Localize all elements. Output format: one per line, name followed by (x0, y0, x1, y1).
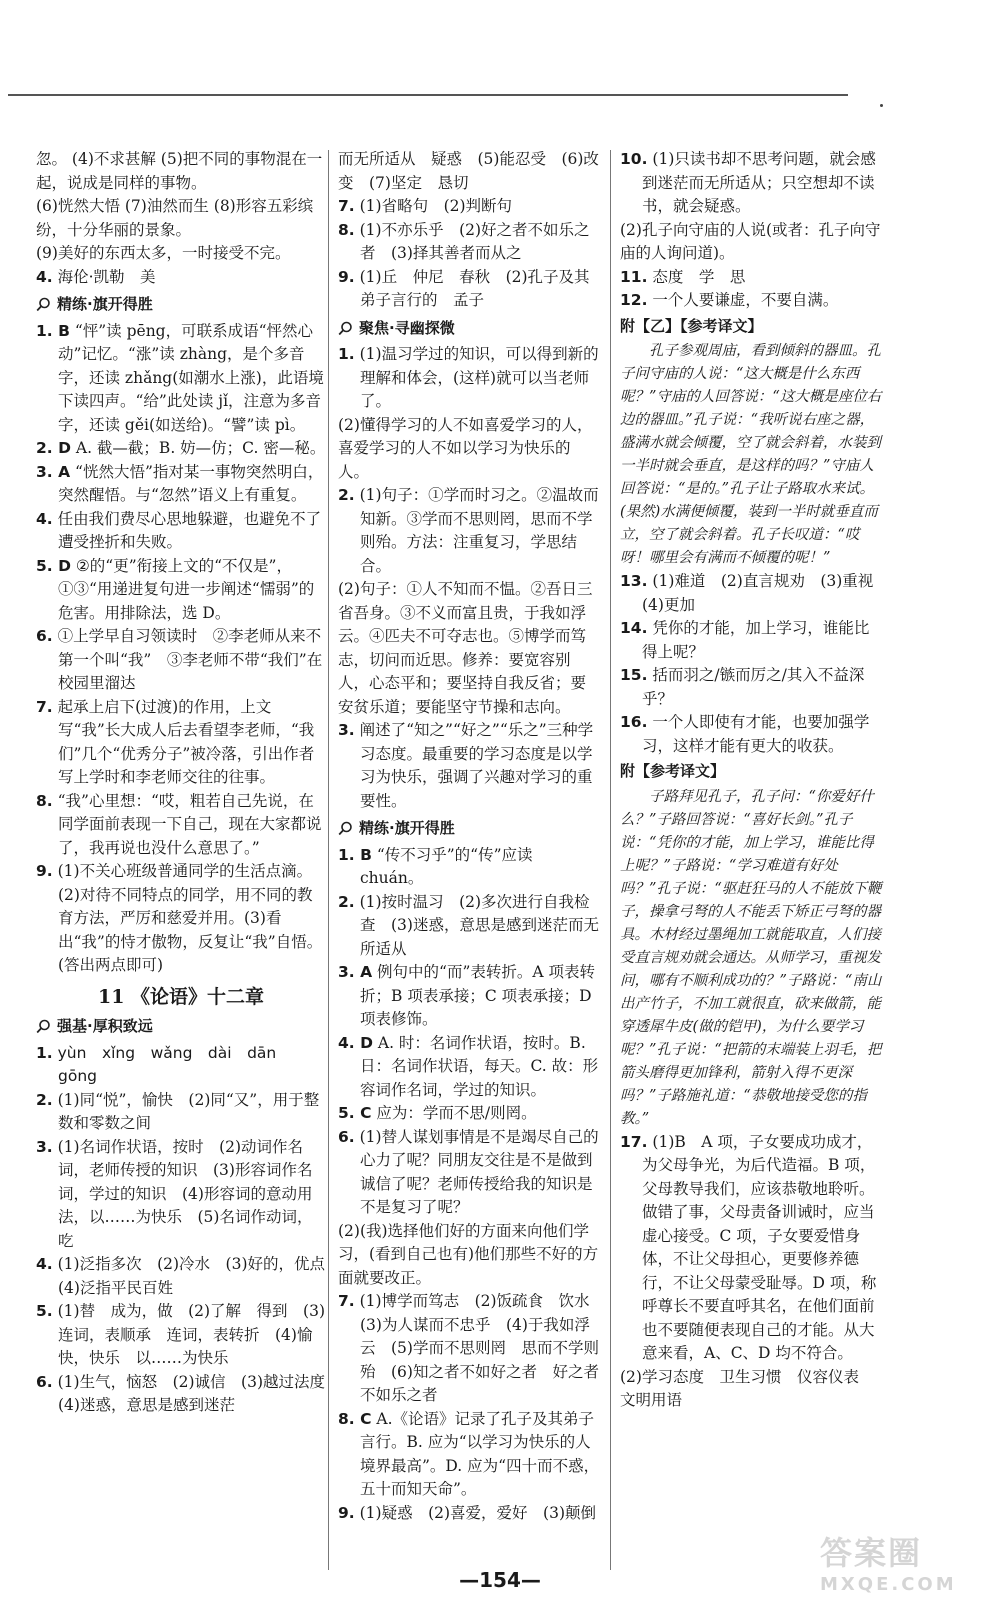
magnifier-icon (36, 1019, 51, 1034)
answer-text: (1)温习学过的知识，可以得到新的理解和体会，(这样)就可以当老师了。 (359, 345, 599, 410)
answer-number: 3. (36, 1137, 53, 1156)
answer-text: ②的“更”衔接上文的“不仅是”，①③“用递进复句进一步阐述“懦弱”的危害。用排除法，选 D。 (58, 556, 315, 622)
magnifier-icon (36, 297, 51, 312)
answer-text: 一个人即使有才能，也要加强学习，这样才能有更大的收获。 (642, 713, 870, 755)
answer-item (338, 266, 600, 313)
answer-item (338, 1290, 606, 1408)
reference-translation: 子路拜见孔子，孔子问：“你爱好什么？”子路回答说：“喜好长剑。”孔子说：“凭你的才能，加上学习，谁能比得上呢？”子路说：“学习难道有好处吗？”孔子说：“驱赶狂马的人不能放下鞭子，操拿弓弩的人不能丢下矫正弓弩的器具。木材经过墨绳加工就能取直，人们接受直言规劝就会通达。从师学习，重视发问，哪有不顺利成功的？”子路说：“南山出产竹子，不加工就很直，砍来做箭，能穿透犀牛皮(做的铠甲)，为什么要学习呢？”孔子说：“把箭的末端装上羽毛，把箭头磨得更加锋利，箭射入得不更深吗？”子路施礼道：“恭敬地接受您的指教。” (620, 788, 882, 1127)
answer-number: 5. (36, 1302, 53, 1320)
answer-text: (1)只读书却不思考问题，就会感到迷茫而无所适从；只空想却不读书，就会疑惑。 (642, 150, 876, 215)
appendix-heading: 附【乙】【参考译文】 (620, 316, 763, 335)
answer-item (338, 1502, 600, 1526)
column-divider (610, 150, 611, 1570)
answer-item (620, 617, 882, 664)
section-title: 聚焦·寻幽探微 (359, 318, 455, 337)
answer-text: 凭你的才能，加上学习，谁能比得上呢？ (642, 619, 870, 661)
magnifier-icon (338, 821, 353, 836)
answer-item (620, 711, 882, 758)
answer-item (338, 719, 600, 813)
answer-number: 5. C (338, 1104, 372, 1122)
answer-number: 7. (338, 1292, 355, 1310)
answer-text: (1)替人谋划事情是不是竭尽自己的心力了呢？同朋友交往是不是做到诚信了呢？老师传授给我的知识是不是复习了呢？ (359, 1127, 599, 1216)
answer-number: 3. A (36, 462, 71, 481)
answer-item (338, 1408, 600, 1502)
section-heading (36, 1015, 326, 1039)
answer-item (338, 343, 600, 414)
answer-number: 6. (36, 1372, 53, 1391)
answer-text: 例句中的“而”表转折。A 项表转折；B 项表承接；C 项表承接；D 项表修饰。 (360, 963, 595, 1028)
answer-text: “怦”读 pēng，可联系成语“怦然心动”记忆。“涨”读 zhàng，是个多音字，还读 zhǎng(如潮水上涨)，此语境下读四声。“给”此处读 jǐ，注意为多音字，还读 gěi(如送给)。“譬”读 pì。 (58, 321, 324, 434)
answer-text: 态度 学 思 (652, 267, 746, 286)
column-middle (338, 148, 606, 1525)
section-heading (338, 817, 600, 841)
top-rule (8, 94, 848, 96)
answer-text: 海伦·凯勒 美 (57, 267, 156, 286)
answer-text: 括而羽之/镞而厉之/其入不益深乎？ (642, 666, 865, 708)
answer-text: (1)生气，恼怒 (2)诚信 (3)越过法度 (4)迷惑，意思是感到迷茫 (57, 1372, 341, 1414)
answer-text: “传不习乎”的“传”应读 chuán。 (360, 845, 533, 887)
answer-text: (1)按时温习 (2)多次进行自我检查 (3)迷惑，意思是感到迷茫而无所适从 (359, 892, 599, 958)
answer-item (338, 1032, 600, 1103)
answer-number: 2. D (36, 439, 71, 457)
answer-number: 9. (338, 267, 355, 286)
answer-text: (1)博学而笃志 (2)饭疏食 饮水 (3)为人谋而不忠乎 (4)于我如浮云 (5)学而不思则罔 思而不学则殆 (6)知之者不如好之者 好之者不如乐之者 (359, 1292, 606, 1404)
section-heading (338, 317, 600, 341)
answer-number: 13. (620, 572, 648, 590)
answer-number: 1. B (338, 845, 372, 864)
answer-number: 17. (620, 1132, 648, 1151)
answer-item (620, 289, 882, 313)
page-number: —154— (459, 1568, 541, 1592)
answer-number: 14. (620, 619, 648, 637)
answer-number: 2. (338, 486, 355, 504)
answer-number: 8. C (338, 1409, 372, 1428)
column-left (36, 148, 341, 1418)
answer-number: 9. (338, 1503, 355, 1522)
answer-item (36, 508, 326, 555)
answer-text: A. 时：名词作状语，按时。B. 日：名词作状语，每天。C. 故：形容词作名词，学过的知识。 (360, 1033, 599, 1099)
answer-number: 2. (36, 1090, 53, 1109)
answer-number: 7. (338, 197, 355, 215)
answer-item (36, 1300, 326, 1371)
answer-item (620, 570, 889, 617)
answer-text: 任由我们费尽心思地躲避，也避免不了遭受挫折和失败。 (57, 509, 322, 551)
answer-number: 15. (620, 666, 648, 684)
answer-item (36, 625, 326, 696)
answer-text: 一个人要谦虚，不要自满。 (652, 291, 839, 309)
answer-number: 11. (620, 267, 648, 286)
answer-text: (1)省略句 (2)判断句 (359, 197, 513, 215)
answer-number: 4. (36, 267, 53, 286)
answer-item (338, 219, 600, 266)
column-divider (328, 150, 329, 1570)
answer-item (620, 148, 882, 219)
answer-text: 起承上启下(过渡)的作用，上文写“我”长大成人后去看望李老师，“我们”几个“优秀分子”被冷落，引出作者写上学时和李老师交往的往事。 (57, 697, 315, 786)
answer-continuation: (2)(我)选择他们好的方面来向他们学习，(看到自己也有)他们那些不好的方面就要改正。 (338, 1221, 599, 1287)
answer-item (36, 266, 326, 290)
answer-continuation: 而无所适从 疑惑 (5)能忍受 (6)改变 (7)坚定 恳切 (338, 150, 599, 192)
answer-number: 6. (338, 1127, 355, 1146)
answer-item (338, 1126, 600, 1220)
answer-item (338, 891, 600, 962)
answer-number: 4. (36, 509, 53, 528)
top-dot (880, 104, 883, 107)
answer-item (36, 555, 326, 626)
answer-number: 2. (338, 892, 355, 911)
answer-text: (1)同“悦”，愉快 (2)同“又”，用于整数和零数之间 (57, 1090, 320, 1132)
answer-number: 10. (620, 150, 648, 168)
answer-continuation: (2)懂得学习的人不如喜爱学习的人，喜爱学习的人不如以学习为快乐的人。 (338, 415, 593, 481)
answer-text: yùn xǐng wǎng dài dān gōng (57, 1043, 292, 1085)
answer-text: A. 截—截；B. 妨—仿；C. 密—秘。 (75, 439, 326, 457)
answer-item (36, 437, 326, 461)
answer-continuation: (6)恍然大悟 (7)油然而生 (8)形容五彩缤纷，十分华丽的景象。 (36, 197, 314, 239)
answer-number: 1. B (36, 321, 70, 340)
answer-number: 8. (36, 791, 53, 810)
answer-text: 应为：学而不思/则罔。 (376, 1104, 537, 1122)
answer-number: 3. (338, 721, 355, 739)
answer-number: 1. (36, 1043, 53, 1062)
answer-item (338, 961, 600, 1032)
answer-item (36, 1136, 326, 1254)
answer-item (36, 1253, 341, 1300)
answer-item (36, 790, 326, 861)
answer-continuation: (2)句子：①人不知而不愠。②吾日三省吾身。③不义而富且贵，于我如浮云。④匹夫不可夺志也。⑤博学而笃志，切问而近思。修养：要宽容别人，心态平和；要坚持自我反省；要安贫乐道；要能坚守节操和志向。 (338, 580, 593, 716)
answer-text: (1)疑惑 (2)喜爱，爱好 (3)颠倒 (359, 1503, 596, 1522)
section-heading (36, 293, 326, 317)
answer-text: A.《论语》记录了孔子及其弟子言行。B. 应为“以学习为快乐的人境界最高”。D. 应为“四十而不惑，五十而知天命”。 (360, 1409, 600, 1498)
answer-number: 5. D (36, 556, 71, 575)
answer-number: 1. (338, 345, 355, 363)
answer-text: 阐述了“知之”“好之”“乐之”三种学习态度。最重要的学习态度是以学习为快乐，强调了兴趣对学习的重要性。 (359, 721, 594, 810)
answer-item (36, 860, 326, 978)
answer-text: (1)替 成为，做 (2)了解 得到 (3)连词，表顺承 连词，表转折 (4)愉快，快乐 以……为快乐 (57, 1302, 325, 1367)
answer-item (36, 1371, 341, 1418)
answer-number: 9. (36, 862, 53, 880)
answer-item (36, 1042, 326, 1089)
answer-continuation: 忽。 (4)不求甚解 (5)把不同的事物混在一起，说成是同样的事物。 (36, 150, 323, 192)
watermark-line1: 答案圈 (820, 1534, 923, 1572)
answer-text: (1)句子：①学而时习之。②温故而知新。③学而不思则罔，思而不学则殆。方法：注重复习，学思结合。 (359, 486, 599, 575)
answer-item (36, 320, 326, 438)
chapter-title: 11 《论语》十二章 (97, 985, 265, 1008)
answer-continuation: (9)美好的东西太多，一时接受不完。 (36, 244, 291, 262)
answer-text: (1)不关心班级普通同学的生活点滴。(2)对待不同特点的同学，用不同的教育方法，严厉和慈爱并用。(3)看出“我”的恃才傲物，反复让“我”自悟。(答出两点即可) (57, 862, 323, 974)
answer-number: 4. (36, 1255, 53, 1273)
answer-continuation: (2)学习态度 卫生习惯 仪容仪表 文明用语 (620, 1367, 875, 1409)
answer-item (338, 1102, 600, 1126)
answer-text: (1)B A 项，子女要成功成才，为父母争光，为后代造福。B 项，父母教导我们，应该恭敬地聆听。做错了事，父母责备训诫时，应当虚心接受。C 项，子女要爱惜身体，不让父母担心，更要修养德行，不让父母蒙受耻辱。D 项，称呼尊长不要直呼其名，在他们面前也不要随便表现自己的才能。从大意来看，A、C、D 均不符合。 (642, 1132, 877, 1362)
watermark-logo (820, 1528, 990, 1595)
answer-number: 6. (36, 627, 53, 645)
answer-item (620, 664, 882, 711)
answer-number: 3. A (338, 963, 373, 981)
answer-text: (1)难道 (2)直言规劝 (3)重视 (4)更加 (642, 572, 889, 614)
answer-text: ①上学早自习领读时 ②李老师从来不第一个叫“我” ③李老师不带“我们”在校园里溜达 (57, 627, 323, 692)
section-title: 精练·旗开得胜 (359, 819, 455, 837)
answer-item (36, 461, 326, 508)
answer-item (620, 266, 882, 290)
section-title: 强基·厚积致远 (57, 1017, 153, 1035)
answer-text: (1)名词作状语，按时 (2)动词作名词，老师传授的知识 (3)形容词作名词，学过的知识 (4)形容词的意动用法，以……为快乐 (5)名词作动词，吃 (57, 1137, 313, 1250)
answer-number: 12. (620, 291, 648, 309)
answer-item (36, 1089, 326, 1136)
watermark-line2: MXQE.COM (820, 1574, 957, 1595)
answer-item (36, 696, 326, 790)
answer-text: “恍然大悟”指对某一事物突然明白，突然醒悟。与“忽然”语义上有重复。 (58, 462, 324, 504)
answer-text: (1)不亦乐乎 (2)好之者不如乐之者 (3)择其善者而从之 (359, 220, 590, 262)
answer-item (338, 195, 600, 219)
answer-number: 8. (338, 220, 355, 239)
appendix-heading: 附【参考译文】 (620, 762, 726, 780)
answer-text: “我”心里想：“哎，粗若自己先说，在同学面前表现一下自己，现在大家都说了，我再说也没什么意思了。” (57, 791, 322, 857)
answer-text: (1)泛指多次 (2)冷水 (3)好的，优点 (4)泛指平民百姓 (57, 1255, 341, 1297)
answer-number: 16. (620, 713, 648, 731)
answer-text: (1)丘 仲尼 春秋 (2)孔子及其弟子言行的 孟子 (359, 267, 590, 309)
answer-number: 4. D (338, 1033, 373, 1052)
answer-item (338, 844, 600, 891)
column-right (620, 148, 889, 1413)
magnifier-icon (338, 321, 353, 336)
section-title: 精练·旗开得胜 (57, 295, 153, 313)
answer-item (620, 1131, 882, 1366)
reference-translation: 孔子参观周庙，看到倾斜的器皿。孔子问守庙的人说：“这大概是什么东西呢？”守庙的人回答说：“这大概是座位右边的器皿。”孔子说：“我听说右座之器，盛满水就会倾覆，空了就会斜着，水装到一半时就会垂直，是这样的吗？”守庙人回答说：“是的。”孔子让子路取水来试。(果然)水满便倾覆，装到一半时就垂直而立，空了就会斜着。孔子长叹道：“哎呀！哪里会有满而不倾覆的呢！” (620, 343, 882, 566)
answer-number: 7. (36, 697, 53, 716)
answer-continuation: (2)孔子向守庙的人说(或者：孔子向守庙的人询问道)。 (620, 220, 881, 262)
answer-item (338, 484, 600, 578)
